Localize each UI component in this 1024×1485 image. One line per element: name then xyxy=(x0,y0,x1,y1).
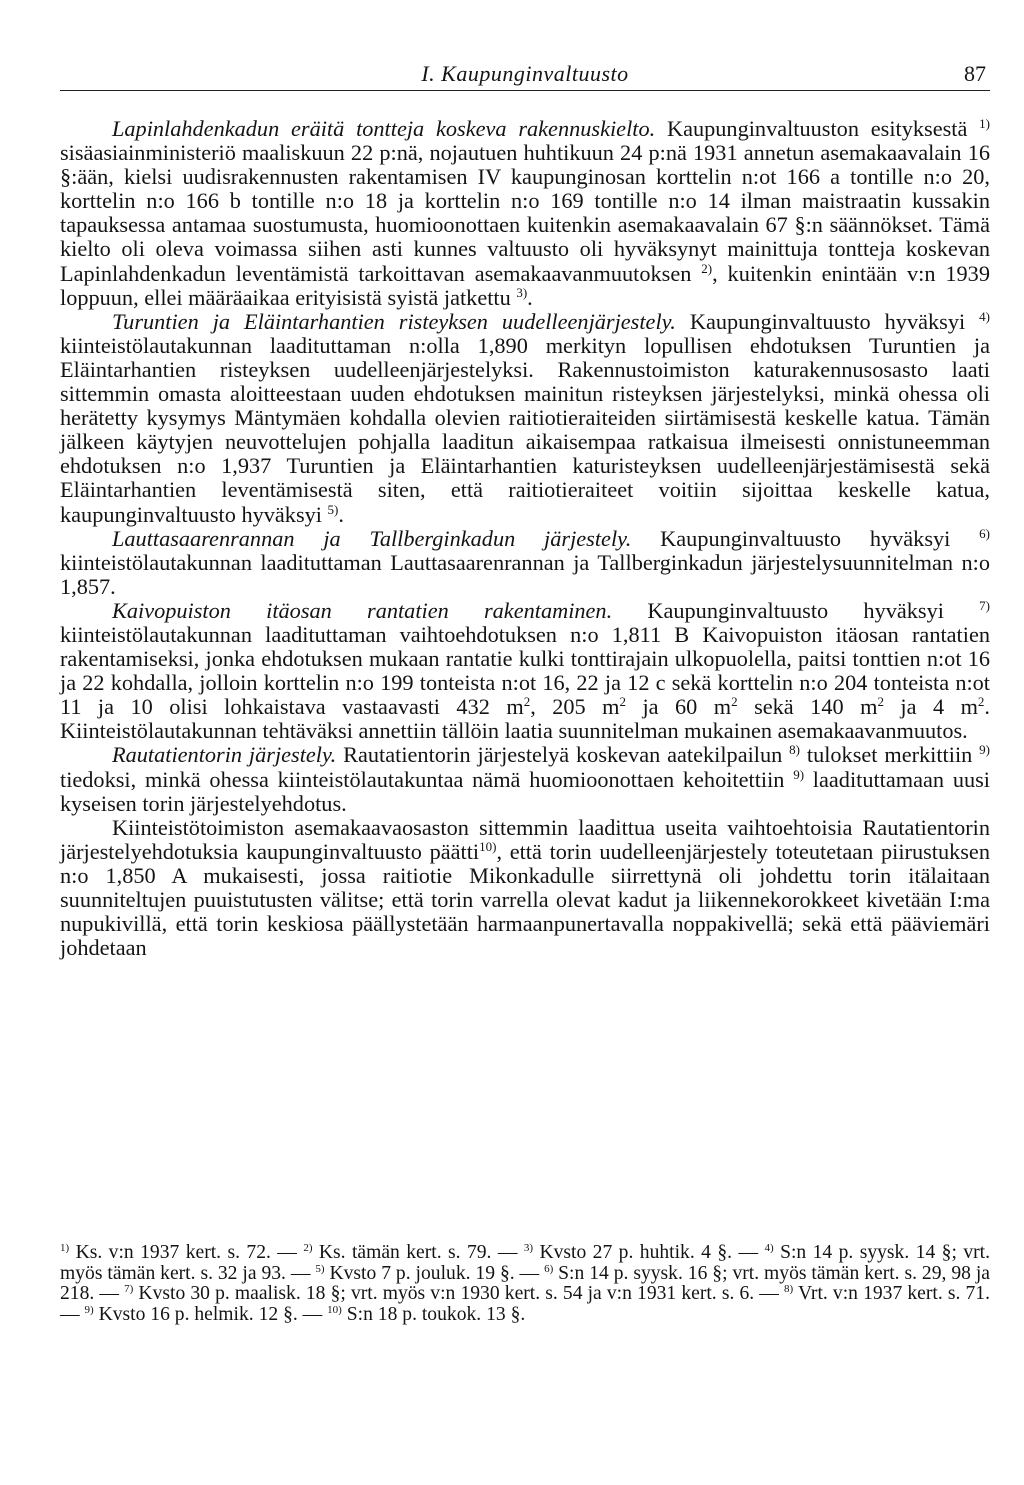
footnote-text: S:n 14 p. syysk. 16 §; vrt. myös tämän kert. s. 29, 98 ja 218. — xyxy=(60,1262,990,1305)
paragraph-text: . xyxy=(338,501,344,527)
paragraph-text: , kuitenkin enintään v:n 1939 loppuun, ellei määräaikaa erityisistä syistä jatkettu xyxy=(60,260,990,310)
paragraph-text: , 205 m xyxy=(530,694,620,720)
footnote-text: Kvsto 7 p. jouluk. 19 §. — xyxy=(324,1262,545,1284)
footnote-ref: 8) xyxy=(789,742,800,758)
section-heading: Rautatientorin järjestely. xyxy=(112,742,337,768)
footnote-number: 10) xyxy=(327,1303,342,1316)
footnote-number: 7) xyxy=(124,1283,134,1296)
footnote-ref: 9) xyxy=(793,766,805,782)
paragraph-text: Kiinteistötoimiston asemakaavaosaston sittemmin laadittua useita vaihtoehtoisia Rautatientorin järjestelyehdotuksia kaupunginvaltuusto päätti xyxy=(60,814,990,864)
paragraph-rautatientori xyxy=(60,743,990,815)
paragraph-text: Kaupunginvaltuusto hyväksyi xyxy=(675,308,980,334)
page-number: 87 xyxy=(964,61,986,86)
footnote-number: 8) xyxy=(784,1283,794,1296)
running-title: I. Kaupunginvaltuusto xyxy=(421,61,629,86)
paragraph-text: kiinteistölautakunnan laadituttaman Lauttasaarenrannan ja Tallberginkadun järjestelysuunnitelman n:o 1,857. xyxy=(60,549,990,599)
footnote-ref: 6) xyxy=(979,525,990,541)
footnote-text: Kvsto 16 p. helmik. 12 §. — xyxy=(93,1303,328,1325)
footnote-ref: 2) xyxy=(701,260,713,276)
paragraph-text: sekä 140 m xyxy=(737,694,878,720)
superscript: 2 xyxy=(731,694,738,710)
footnote-number: 9) xyxy=(84,1303,94,1316)
paragraph-turuntie xyxy=(60,310,990,527)
footnote-number: 1) xyxy=(60,1242,70,1254)
paragraph-text: Kaupunginvaltuuston esityksestä xyxy=(655,116,980,141)
body-text xyxy=(60,117,990,960)
footnote-ref: 4) xyxy=(979,308,990,324)
paragraph-text: Rautatientorin järjestelyä koskevan aatekilpailun xyxy=(336,742,790,768)
footnote-number: 3) xyxy=(523,1242,534,1254)
paragraph-text: laadituttamaan uusi kyseisen torin järjestelyehdotus. xyxy=(60,766,990,816)
footnote-ref: 10) xyxy=(479,838,497,854)
paragraph-text: tulokset merkittiin xyxy=(800,742,980,768)
footnote-number: 4) xyxy=(764,1242,774,1254)
paragraph-text: . xyxy=(527,284,533,310)
footnote-text: S:n 18 p. toukok. 13 §. xyxy=(341,1303,526,1325)
footnote-text: Kvsto 27 p. huhtik. 4 §. — xyxy=(533,1242,765,1263)
footnote-text: Ks. tämän kert. s. 79. — xyxy=(312,1242,524,1263)
paragraph-text: kiinteistölautakunnan laadituttaman vaihtoehdotuksen n:o 1,811 B Kaivopuiston itäosan rantatien rakentamiseksi, jonka ehdotuksen mukaan rantatie kulki tonttirajain ulkopuolella, paitsi tonttien n:ot 16 ja 22 kohdalla, jolloin korttelin n:o 199 tonteista n:ot 16, 22 ja 12 c sekä korttelin n:o 204 tonteista n:ot 11 ja 10 olisi lohkaistava vastaavasti 432 m xyxy=(60,621,990,720)
footnote-ref: 5) xyxy=(327,501,339,517)
footnote-text: S:n 14 p. syysk. 14 §; vrt. myös tämän kert. s. 32 ja 93. — xyxy=(60,1242,990,1284)
paragraph-kaivopuisto xyxy=(60,599,990,744)
section-heading: Kaivopuiston itäosan rantatien rakentaminen. xyxy=(112,597,613,623)
footnote-number: 2) xyxy=(303,1242,313,1254)
footnote-ref: 9) xyxy=(979,742,991,758)
section-heading: Lauttasaarenrannan ja Tallberginkadun järjestely. xyxy=(112,525,632,551)
footnotes xyxy=(60,1243,990,1325)
footnote-text: Kvsto 30 p. maalisk. 18 §; vrt. myös v:n 1930 kert. s. 54 ja v:n 1931 kert. s. 6. — xyxy=(133,1283,785,1305)
superscript: 2 xyxy=(877,694,884,710)
paragraph-text: . Kiinteistölautakunnan tehtäväksi annettiin tällöin laatia suunnitelman mukainen asemakaavanmuutos. xyxy=(60,694,990,744)
paragraph-text: , että torin uudelleenjärjestely toteutetaan piirustuksen n:o 1,850 A mukaisesti, jossa raitiotie Mikonkadulle siirrettynä oli johdettu torin itälaitaan suunniteltujen puuistutusten välitse; että torin varrella olevat kadut ja liikennekorokkeet kivetään I:ma nupukivillä, että torin keskiosa päällystetään harmaanpunertavalla noppakivellä; sekä että pääviemäri johdetaan xyxy=(60,838,990,961)
superscript: 2 xyxy=(523,694,531,710)
footnote-ref: 1) xyxy=(979,116,991,131)
paragraph-lapinlahdenkatu xyxy=(60,117,990,310)
footnote-number: 5) xyxy=(315,1262,325,1275)
running-header xyxy=(60,60,990,91)
footnote-ref: 7) xyxy=(979,597,990,613)
footnote-ref: 3) xyxy=(516,284,528,300)
footnote-text: Vrt. v:n 1937 kert. s. 71. — xyxy=(60,1283,991,1325)
paragraph-text: ja 4 m xyxy=(883,694,978,720)
section-heading: Lapinlahdenkadun eräitä tontteja koskeva rakennuskielto. xyxy=(112,116,656,141)
paragraph-text: sisäasiainministeriö maaliskuun 22 p:nä, nojautuen huhtikuun 24 p:nä 1931 annetun asemakaavalain 16 §:ään, kielsi uudisrakennusten rakentamisen IV kaupunginosan korttelin n:ot 166 a tontille n:o 20, korttelin n:o 166 b tontille n:o 18 ja korttelin n:o 169 tontille n:o 14 ilman maistraatin kussakin tapauksessa antamaa suostumusta, huomioonottaen kuitenkin asemakaavalain 67 §:n säännökset. Tämä kielto oli oleva voimassa siihen asti kunnes valtuusto oli hyväksynyt mainittuja tontteja koskevan Lapinlahdenkadun leventämistä tarkoittavan asemakaavanmuutoksen xyxy=(60,140,990,286)
superscript: 2 xyxy=(977,694,985,710)
paragraph-text: Kaupunginvaltuusto hyväksyi xyxy=(631,525,980,551)
superscript: 2 xyxy=(619,694,626,710)
paragraph-text: ja 60 m xyxy=(625,694,732,720)
footnote-number: 6) xyxy=(544,1262,554,1275)
footnote-text: Ks. v:n 1937 kert. s. 72. — xyxy=(69,1242,304,1263)
paragraph-text: tiedoksi, minkä ohessa kiinteistölautakuntaa nämä huomioonottaen kehoitettiin xyxy=(60,766,794,792)
paragraph-text: kiinteistölautakunnan laadituttaman n:olla 1,890 merkityn lopullisen ehdotuksen Turuntien ja Eläintarhantien risteyksen uudelleenjärjestelyksi. Rakennustoimiston katurakennusosasto laati sittemmin omasta aloitteestaan uuden ehdotuksen mainitun risteyksen järjestelyksi, minkä ohessa oli herätetty kysymys Mäntymäen kohdalla olevien raitiotieraiteiden siirtämisestä keskelle katua. Tämän jälkeen käytyjen neuvottelujen pohjalla laaditun aikaisempaa ratkaisua ilmeisesti onnistuneemman ehdotuksen n:o 1,937 Turuntien ja Eläintarhantien katuristeyksen uudelleenjärjestämisestä sekä Eläintarhantien leventämisestä siten, että raitiotieraiteet voitiin sijoittaa keskelle katua, kaupunginvaltuusto hyväksyi xyxy=(60,332,990,527)
paragraph-text: Kaupunginvaltuusto hyväksyi xyxy=(612,597,980,623)
paragraph-lauttasaari xyxy=(60,527,990,599)
paragraph-kiinteistotoimisto xyxy=(60,816,990,961)
section-heading: Turuntien ja Eläintarhantien risteyksen uudelleenjärjestely. xyxy=(112,308,676,334)
